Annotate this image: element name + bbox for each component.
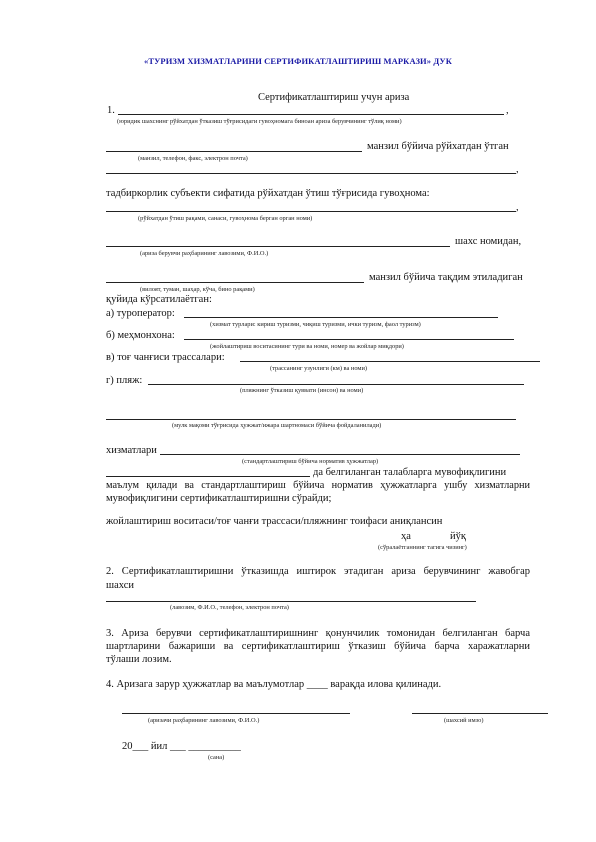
caption-registration: (рўйхатдан ўтиш рақами, санаси, гувоҳнома берган орган номи) bbox=[138, 215, 313, 222]
ski-tracks-field[interactable] bbox=[240, 361, 540, 362]
declaration-line-2: мувофиқлигини сертификатлаштиришни сўрайди; bbox=[106, 493, 332, 504]
option-yes[interactable]: ҳа bbox=[401, 531, 411, 542]
caption-signature: (шахсий имзо) bbox=[444, 717, 484, 724]
beach-label: г) пляж: bbox=[106, 375, 143, 386]
on-behalf-text: шахс номидан, bbox=[455, 236, 522, 247]
registration-certificate-text: тадбиркорлик субъекти сифатида рўйхатдан ўтиш тўғрисида гувоҳнома: bbox=[106, 188, 430, 199]
beach-field[interactable] bbox=[148, 384, 524, 385]
services-label: хизматлари bbox=[106, 445, 157, 456]
item-3-line-3: тўлаши лозим. bbox=[106, 654, 172, 665]
date-line[interactable]: 20___ йил ___ __________ bbox=[122, 741, 241, 752]
standard-field[interactable] bbox=[106, 476, 310, 477]
caption-property: (мулк мақоми тўғрисида ҳужжат/ижара шартномаси бўйича фойдаланилади) bbox=[172, 422, 382, 429]
caption-underline: (сўралаётганнинг тагига чизинг) bbox=[378, 544, 467, 551]
item-2-line-2: шахси bbox=[106, 580, 134, 591]
declaration-line-1: маълум қилади ва стандартлаштириш бўйича норматив ҳужжатларга ушбу хизматларни bbox=[106, 480, 530, 491]
form-title: Сертификатлаштириш учун ариза bbox=[258, 92, 410, 103]
item-4: 4. Аризага зарур ҳужжатлар ва маълумотлар ____ варақда илова қилинади. bbox=[106, 679, 442, 690]
registered-address-field[interactable] bbox=[106, 151, 362, 152]
applicant-name-field[interactable] bbox=[118, 114, 504, 115]
caption-standard: (стандартлаштириш бўйича норматив ҳужжатлар) bbox=[242, 458, 379, 465]
caption-contact-person: (лавозим, Ф.И.О., телефон, электрон почта) bbox=[170, 604, 289, 611]
item-3-line-2: шартларини бажариши ва сертификатлаштириш ўтказиш бўйича барча харажатларни bbox=[106, 641, 530, 652]
caption-legal-name: (юридик шахснинг рўйхатдан ўтказиш тўғрисидаги гувоҳномага биноан ариза берувчининг тўлиқ номи) bbox=[117, 118, 402, 125]
address-provided-text: манзил бўйича тақдим этиладиган bbox=[369, 272, 523, 283]
category-text: жойлаштириш воситаси/тоғ чанғи трассаси/пляжнинг тоифаси аниқлансин bbox=[106, 516, 443, 527]
head-name-field[interactable] bbox=[106, 246, 450, 247]
item-3-line-1: 3. Ариза берувчи сертификатлаштиришнинг қонунчилик томонидан белгиланган барча bbox=[106, 628, 530, 639]
responsible-person-field[interactable] bbox=[106, 601, 476, 602]
services-field[interactable] bbox=[160, 454, 520, 455]
item-1-number: 1. bbox=[107, 105, 115, 116]
address-continuation-field[interactable] bbox=[106, 173, 516, 174]
personal-signature-field[interactable] bbox=[412, 713, 548, 714]
head-signature-field[interactable] bbox=[122, 713, 350, 714]
address-registered-text: манзил бўйича рўйхатдан ўтган bbox=[367, 141, 509, 152]
caption-sign-head: (аризачи раҳбарининг лавозими, Ф.И.О.) bbox=[148, 717, 260, 724]
item-2-line-1: 2. Сертификатлаштиришни ўтказишда иштирок этадиган ариза берувчининг жавобгар bbox=[106, 566, 530, 577]
caption-tracks: (трассанинг узунлиги (км) ва номи) bbox=[270, 365, 368, 372]
accommodation-field[interactable] bbox=[184, 339, 514, 340]
comma: , bbox=[516, 202, 519, 213]
caption-accommodation: (жойлаштириш воситасининг тури ва номи, номер ва жойлар миқдори) bbox=[210, 343, 404, 350]
service-address-field[interactable] bbox=[106, 282, 364, 283]
caption-beach: (пляжнинг ўтказиш қуввати (инсон) ва номи) bbox=[240, 387, 364, 394]
registration-field[interactable] bbox=[106, 211, 516, 212]
organization-header: «ТУРИЗМ ХИЗМАТЛАРИНИ СЕРТИФИКАТЛАШТИРИШ МАРКАЗИ» ДУК bbox=[143, 56, 453, 66]
caption-date: (сана) bbox=[208, 754, 225, 761]
comma: , bbox=[506, 105, 509, 116]
comma: , bbox=[516, 164, 519, 175]
accommodation-label: б) меҳмонхона: bbox=[106, 330, 175, 341]
listed-below-text: қуйида кўрсатилаётган: bbox=[106, 294, 212, 305]
caption-head: (ариза берувчи раҳбарининг лавозими, Ф.И.О.) bbox=[140, 250, 269, 257]
compliance-text: да белгиланган талабларга мувофиқлигини bbox=[313, 467, 507, 478]
property-status-field[interactable] bbox=[106, 419, 516, 420]
ski-tracks-label: в) тоғ чанғиси трассалари: bbox=[106, 352, 225, 363]
caption-region: (вилоят, туман, шаҳар, кўча, бино рақами) bbox=[140, 286, 255, 293]
touroperator-field[interactable] bbox=[184, 317, 498, 318]
option-no[interactable]: йўқ bbox=[450, 531, 466, 542]
touroperator-label: а) туроператор: bbox=[106, 308, 175, 319]
caption-address-contacts: (манзил, телефон, факс, электрон почта) bbox=[138, 155, 248, 162]
caption-tour-services: (хизмат турлари: кириш туризми, чиқиш туризми, ички туризм, фаол туризм) bbox=[210, 321, 421, 328]
